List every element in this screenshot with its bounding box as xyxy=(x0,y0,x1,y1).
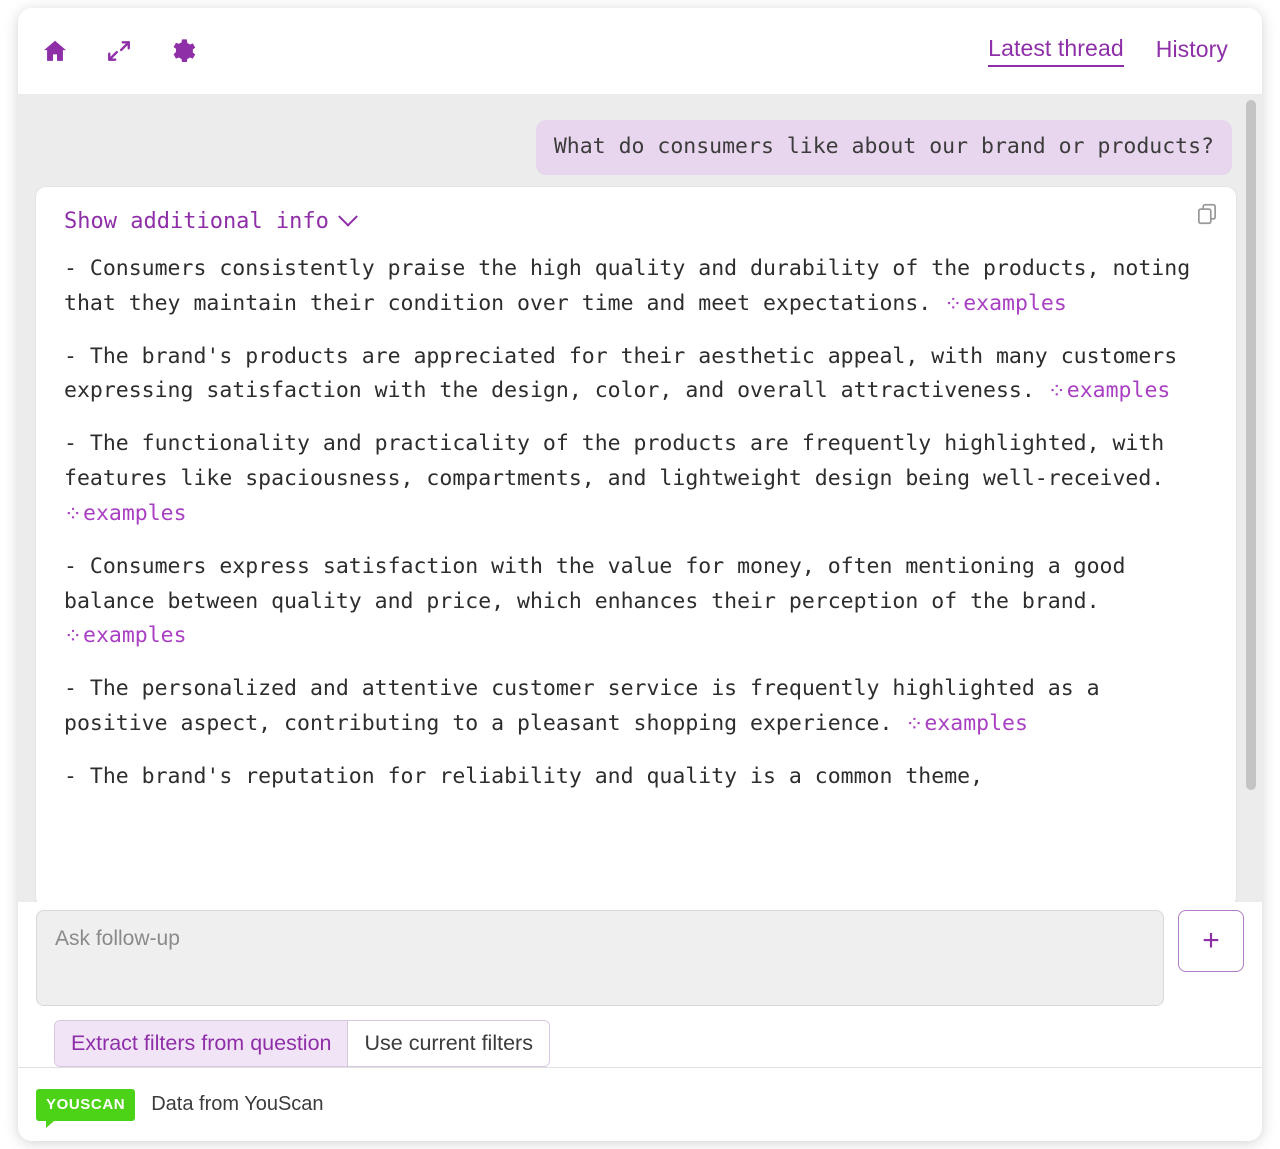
assistant-answer-card xyxy=(36,187,1236,902)
tab-history[interactable]: History xyxy=(1155,36,1228,62)
answer-bullet xyxy=(64,550,1206,654)
answer-bullet xyxy=(64,760,1206,795)
sparkle-icon: ⁘ xyxy=(64,624,83,650)
chat-scroll-region xyxy=(18,94,1262,902)
filter-mode-toggle xyxy=(54,1020,550,1067)
examples-link[interactable] xyxy=(1048,378,1171,403)
answer-bullet-text: - The brand's products are appreciated for their aesthetic appeal, with many customers expressing satisfaction with the design, color, and overall attractiveness. xyxy=(64,343,1191,404)
user-message: What do consumers like about our brand or products? xyxy=(536,120,1232,175)
user-message-row xyxy=(18,94,1262,175)
data-attribution: Data from YouScan xyxy=(151,1093,324,1115)
chevron-down-icon xyxy=(338,207,358,227)
answer-bullet-text: - Consumers express satisfaction with the value for money, often mentioning a good balance between quality and price, which enhances their perception of the brand. xyxy=(64,553,1139,614)
answer-bullet-text: - Consumers consistently praise the high quality and durability of the products, noting that they maintain their condition over time and meet expectations. xyxy=(64,255,1204,316)
examples-label: examples xyxy=(924,710,1028,736)
show-additional-info-toggle[interactable] xyxy=(64,209,1206,234)
answer-bullet xyxy=(64,252,1206,322)
follow-up-input[interactable] xyxy=(36,910,1164,1006)
examples-label: examples xyxy=(1066,378,1171,404)
answer-bullet xyxy=(64,672,1206,742)
examples-link[interactable] xyxy=(64,623,187,648)
show-additional-info-label: Show additional info xyxy=(64,208,329,234)
expand-icon[interactable] xyxy=(102,34,136,68)
answer-bullet-text: - The brand's reputation for reliability and quality is a common theme, xyxy=(64,763,984,789)
chat-scrollbar-thumb[interactable] xyxy=(1246,100,1256,790)
composer xyxy=(18,902,1262,1067)
filter-option-current[interactable]: Use current filters xyxy=(348,1021,548,1066)
examples-link[interactable] xyxy=(905,711,1028,736)
examples-link[interactable] xyxy=(944,291,1067,316)
chat-scrollbar[interactable] xyxy=(1246,100,1256,896)
examples-label: examples xyxy=(963,290,1067,316)
answer-bullet xyxy=(64,427,1206,531)
gear-icon[interactable] xyxy=(166,34,200,68)
brand-footer xyxy=(18,1067,1262,1141)
sparkle-icon: ⁘ xyxy=(944,291,963,317)
examples-link[interactable] xyxy=(64,501,187,526)
examples-label: examples xyxy=(83,500,187,526)
add-button[interactable]: + xyxy=(1178,910,1244,972)
app-window xyxy=(18,8,1262,1141)
composer-row xyxy=(36,910,1244,1006)
answer-bullet-text: - The functionality and practicality of the products are frequently highlighted, with features like spaciousness, compartments, and lightweight design being well-received. xyxy=(64,431,1178,492)
sparkle-icon: ⁘ xyxy=(64,501,83,527)
sparkle-icon: ⁘ xyxy=(905,711,924,737)
sparkle-icon: ⁘ xyxy=(1047,379,1066,405)
header-icon-group xyxy=(38,34,200,68)
answer-bullet-text: - The personalized and attentive customer service is frequently highlighted as a positive aspect, contributing to a pleasant shopping experience. xyxy=(64,676,1113,736)
filter-option-extract[interactable]: Extract filters from question xyxy=(55,1021,347,1066)
tab-latest-thread[interactable]: Latest thread xyxy=(988,35,1124,67)
app-header xyxy=(18,8,1262,94)
youscan-logo: YOUSCAN xyxy=(36,1089,135,1121)
header-tabs xyxy=(988,35,1246,67)
examples-label: examples xyxy=(83,623,187,649)
chat-area xyxy=(18,94,1262,902)
answer-bullet xyxy=(64,340,1206,410)
copy-icon[interactable] xyxy=(1194,201,1220,232)
home-icon[interactable] xyxy=(38,34,72,68)
